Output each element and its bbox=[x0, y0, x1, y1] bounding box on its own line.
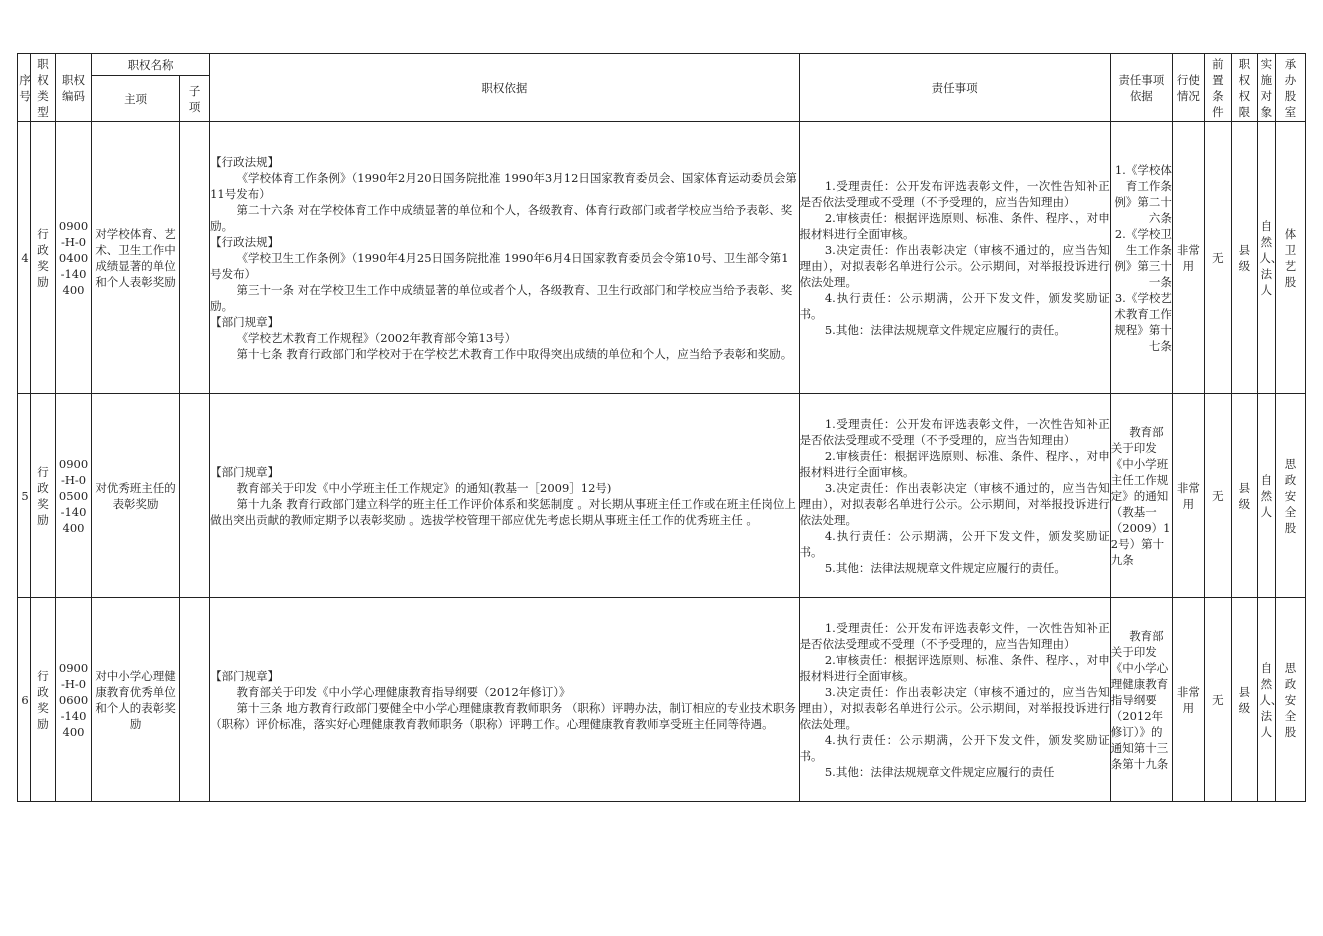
table-row bbox=[18, 122, 1306, 394]
row-main-item: 对中小学心理健康教育优秀单位和个人的表彰奖励 bbox=[92, 598, 180, 802]
row-level: 县级 bbox=[1231, 122, 1257, 394]
basis-line: 教育部关于印发《中小学班主任工作规定》的通知(教基一［2009］12号) bbox=[236, 480, 612, 495]
duty-basis-line: 1.《学校体育工作条例》第二十六条 bbox=[1114, 162, 1172, 225]
row-basis bbox=[210, 598, 799, 802]
header-sub-item: 子项 bbox=[180, 76, 210, 122]
row-seq: 4 bbox=[18, 122, 31, 394]
header-duty: 责任事项 bbox=[799, 54, 1110, 122]
basis-line: 《学校体育工作条例》（1990年2月20日国务院批准 1990年3月12日国家教育委员会、国家体育运动委员会第11号发布） bbox=[210, 170, 797, 201]
header-level: 职权权限 bbox=[1231, 54, 1257, 122]
row-target: 自然人 bbox=[1257, 394, 1275, 598]
header-name-group: 职权名称 bbox=[92, 54, 210, 76]
header-precondition: 前置条件 bbox=[1204, 54, 1231, 122]
authority-table bbox=[17, 53, 1306, 802]
row-level: 县级 bbox=[1231, 598, 1257, 802]
duty-basis-line: 2.《学校卫生工作条例》第三十一条 bbox=[1114, 226, 1172, 289]
header-code: 职权编码 bbox=[56, 54, 92, 122]
basis-line: 【行政法规】 bbox=[210, 234, 280, 249]
basis-line: 第十九条 教育行政部门建立科学的班主任工作评价体系和奖惩制度 。对长期从事班主任工作或在班主任岗位上做出突出贡献的教师定期予以表彰奖励 。选拔学校管理干部应优先考虑长期从事班主任工作的优秀班主任 。 bbox=[210, 496, 796, 527]
row-precondition: 无 bbox=[1204, 122, 1231, 394]
duty-basis-line: 教育部关于印发《中小学心理健康教育指导纲要（2012年修订）》的通知第十三条第十九条 bbox=[1110, 628, 1169, 771]
duty-line: 2.审核责任：根据评选原则、标准、条件、程序、，对申报材料进行全面审核。 bbox=[799, 210, 1110, 241]
row-basis bbox=[210, 122, 799, 394]
header-row-1 bbox=[18, 54, 1306, 76]
basis-line: 《学校艺术教育工作规程》（2002年教育部令第13号） bbox=[236, 330, 517, 345]
row-exercise: 非常用 bbox=[1172, 394, 1204, 598]
basis-line: 教育部关于印发《中小学心理健康教育指导纲要（2012年修订）》 bbox=[236, 684, 571, 699]
basis-line: 【行政法规】 bbox=[210, 154, 280, 169]
duty-line: 5.其他：法律法规规章文件规定应履行的责任。 bbox=[824, 322, 1066, 337]
row-duty bbox=[799, 394, 1110, 598]
row-exercise: 非常用 bbox=[1172, 122, 1204, 394]
duty-line: 2.审核责任：根据评选原则、标准、条件、程序、，对申报材料进行全面审核。 bbox=[799, 448, 1110, 479]
row-exercise: 非常用 bbox=[1172, 598, 1204, 802]
row-sub-item bbox=[180, 394, 210, 598]
header-exercise: 行使情况 bbox=[1172, 54, 1204, 122]
basis-line: 【部门规章】 bbox=[210, 314, 280, 329]
duty-line: 3.决定责任：作出表彰决定（审核不通过的，应当告知理由），对拟表彰名单进行公示。公示期间，对举报投诉进行依法处理。 bbox=[799, 684, 1110, 731]
row-target: 自然人、法人 bbox=[1257, 122, 1275, 394]
basis-line: 第三十一条 对在学校卫生工作中成绩显著的单位或者个人，各级教育、卫生行政部门和学校应当给予表彰、奖励。 bbox=[210, 282, 793, 313]
basis-line: 第十七条 教育行政部门和学校对于在学校艺术教育工作中取得突出成绩的单位和个人，应当给予表彰和奖励。 bbox=[236, 346, 793, 361]
row-type: 行政奖励 bbox=[31, 598, 56, 802]
row-duty bbox=[799, 122, 1110, 394]
row-duty-basis bbox=[1110, 598, 1172, 802]
row-type: 行政奖励 bbox=[31, 394, 56, 598]
table-row bbox=[18, 598, 1306, 802]
duty-line: 3.决定责任：作出表彰决定（审核不通过的，应当告知理由），对拟表彰名单进行公示。公示期间，对举报投诉进行依法处理。 bbox=[799, 480, 1110, 527]
header-dept: 承办股室 bbox=[1275, 54, 1305, 122]
row-seq: 5 bbox=[18, 394, 31, 598]
table-row bbox=[18, 394, 1306, 598]
header-basis: 职权依据 bbox=[210, 54, 799, 122]
duty-line: 1.受理责任：公开发布评选表彰文件，一次性告知补正是否依法受理或不受理（不予受理的，应当告知理由） bbox=[799, 178, 1110, 209]
basis-line: 第十三条 地方教育行政部门要健全中小学心理健康教育教师职务 （职称）评聘办法，制订相应的专业技术职务（职称）评价标准，落实好心理健康教育教师职务（职称）评聘工作。心理健康教育教师享受班主任同等待遇。 bbox=[210, 700, 796, 731]
row-level: 县级 bbox=[1231, 394, 1257, 598]
row-basis bbox=[210, 394, 799, 598]
basis-line: 【部门规章】 bbox=[210, 464, 280, 479]
duty-line: 2.审核责任：根据评选原则、标准、条件、程序、，对申报材料进行全面审核。 bbox=[799, 652, 1110, 683]
duty-line: 4.执行责任：公示期满，公开下发文件，颁发奖励证书。 bbox=[799, 290, 1110, 321]
row-type: 行政奖励 bbox=[31, 122, 56, 394]
basis-line: 【部门规章】 bbox=[210, 668, 280, 683]
duty-line: 5.其他：法律法规规章文件规定应履行的责任 bbox=[824, 764, 1055, 779]
row-main-item: 对学校体育、艺术、卫生工作中成绩显著的单位和个人表彰奖励 bbox=[92, 122, 180, 394]
row-dept: 思政安全股 bbox=[1275, 598, 1305, 802]
row-main-item: 对优秀班主任的表彰奖励 bbox=[92, 394, 180, 598]
row-target: 自然人、法人 bbox=[1257, 598, 1275, 802]
row-duty-basis bbox=[1110, 122, 1172, 394]
row-precondition: 无 bbox=[1204, 394, 1231, 598]
header-main-item: 主项 bbox=[92, 76, 180, 122]
header-type: 职权类型 bbox=[31, 54, 56, 122]
row-sub-item bbox=[180, 122, 210, 394]
duty-line: 4.执行责任：公示期满，公开下发文件，颁发奖励证书。 bbox=[799, 528, 1110, 559]
row-dept: 体卫艺股 bbox=[1275, 122, 1305, 394]
duty-line: 5.其他：法律法规规章文件规定应履行的责任。 bbox=[824, 560, 1066, 575]
row-code: 0900-H-00600-140400 bbox=[56, 598, 92, 802]
header-seq: 序号 bbox=[18, 54, 31, 122]
duty-line: 1.受理责任：公开发布评选表彰文件，一次性告知补正是否依法受理或不受理（不予受理的，应当告知理由） bbox=[799, 416, 1110, 447]
duty-line: 3.决定责任：作出表彰决定（审核不通过的，应当告知理由），对拟表彰名单进行公示。公示期间，对举报投诉进行依法处理。 bbox=[799, 242, 1110, 289]
row-sub-item bbox=[180, 598, 210, 802]
duty-basis-line: 教育部关于印发《中小学班主任工作规定》的通知（教基一（2009）12号）第十九条 bbox=[1110, 424, 1171, 567]
row-duty bbox=[799, 598, 1110, 802]
basis-line: 第二十六条 对在学校体育工作中成绩显著的单位和个人，各级教育、体育行政部门或者学校应当给予表彰、奖励。 bbox=[210, 202, 793, 233]
header-duty-basis: 责任事项依据 bbox=[1110, 54, 1172, 122]
row-code: 0900-H-00400-140400 bbox=[56, 122, 92, 394]
duty-basis-line: 3.《学校艺术教育工作规程》第十七条 bbox=[1114, 290, 1172, 353]
duty-line: 4.执行责任：公示期满，公开下发文件，颁发奖励证书。 bbox=[799, 732, 1110, 763]
row-dept: 思政安全股 bbox=[1275, 394, 1305, 598]
row-code: 0900-H-00500-140400 bbox=[56, 394, 92, 598]
row-seq: 6 bbox=[18, 598, 31, 802]
basis-line: 《学校卫生工作条例》（1990年4月25日国务院批准 1990年6月4日国家教育委员会令第10号、卫生部令第1号发布） bbox=[210, 250, 789, 281]
header-target: 实施对象 bbox=[1257, 54, 1275, 122]
duty-line: 1.受理责任：公开发布评选表彰文件，一次性告知补正是否依法受理或不受理（不予受理的，应当告知理由） bbox=[799, 620, 1110, 651]
row-precondition: 无 bbox=[1204, 598, 1231, 802]
row-duty-basis bbox=[1110, 394, 1172, 598]
